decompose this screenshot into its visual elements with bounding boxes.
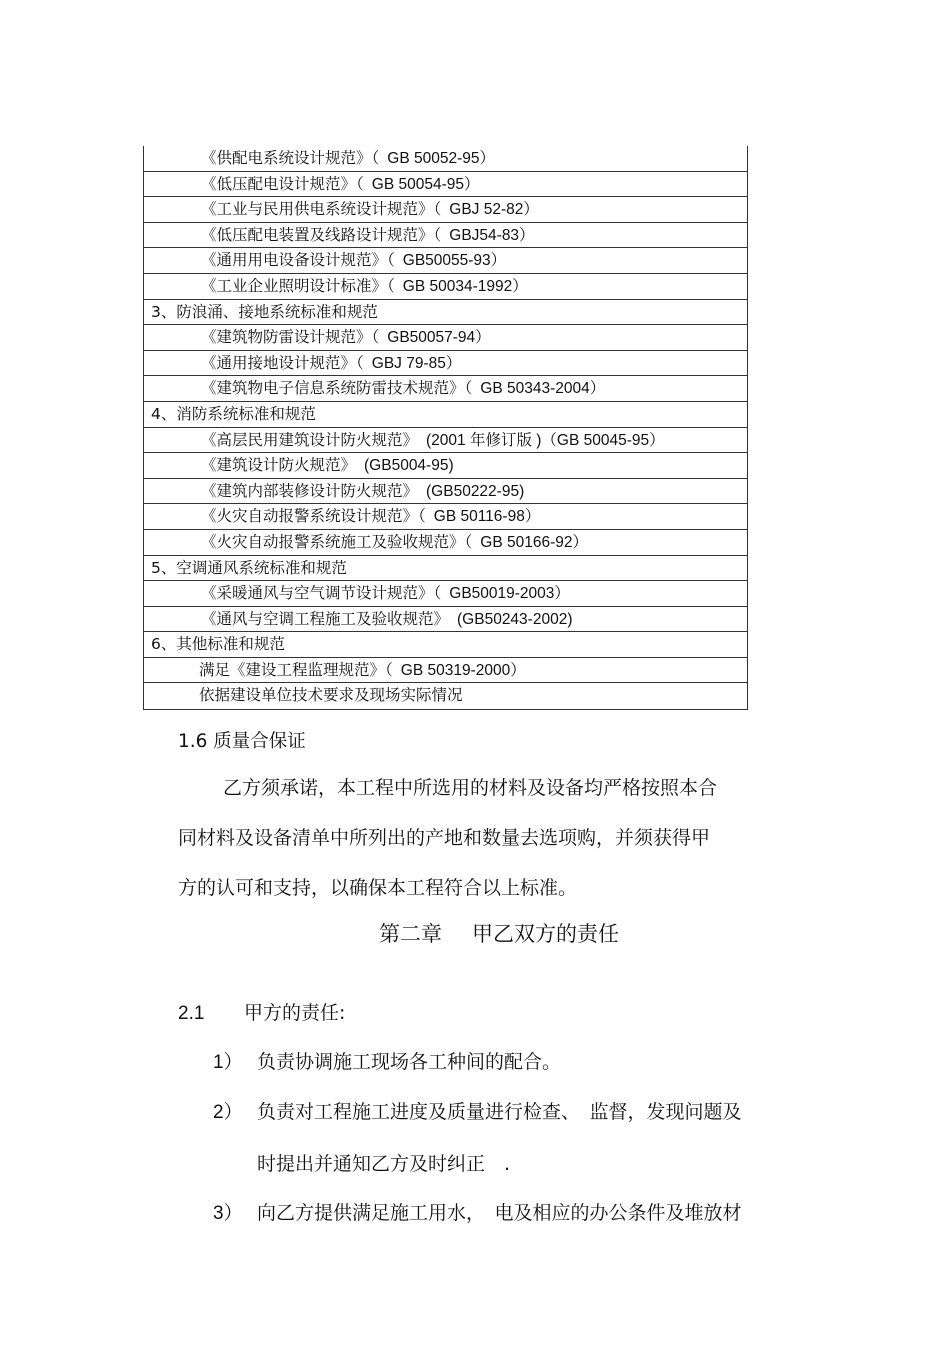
- table-row: [144, 274, 747, 300]
- section-number: 2.1: [178, 1003, 205, 1024]
- list-number: 3）: [213, 1203, 243, 1224]
- standard-code: GB 50343-2004）: [480, 380, 606, 398]
- table-row: [144, 479, 747, 505]
- table-row: [144, 248, 747, 274]
- table-row: [144, 197, 747, 223]
- table-section-heading: [144, 402, 747, 428]
- table-row: [144, 325, 747, 351]
- standard-name: 《建筑物防雷设计规范》（: [201, 328, 380, 347]
- paragraph-line: 同材料及设备清单中所列出的产地和数量去选项购，并须获得甲: [178, 827, 711, 849]
- standard-name: 《供配电系统设计规范》（: [201, 149, 380, 167]
- standard-name: 《工业企业照明设计标准》（: [201, 276, 395, 295]
- standard-code: GB50019-2003）: [449, 585, 570, 603]
- standard-name: 《建筑物电子信息系统防雷技术规范》（: [201, 379, 473, 398]
- table-section-heading: [144, 556, 747, 582]
- standard-code: GB50055-93）: [402, 252, 507, 270]
- standard-name: 满足《建设工程监理规范》（: [199, 660, 393, 679]
- standard-code: GB 50052-95）: [387, 150, 495, 167]
- table-row: [144, 223, 747, 249]
- section-title: 甲方的责任:: [244, 1002, 346, 1024]
- standard-code: GB 50054-95）: [371, 175, 480, 193]
- table-row: [144, 530, 747, 556]
- standard-code: GB 50034-1992）: [402, 277, 528, 295]
- standard-name: 《通用用电设备设计规范》（: [201, 251, 395, 270]
- standard-name: 《建筑设计防火规范》: [201, 456, 357, 475]
- table-row: [144, 172, 747, 198]
- table-row: [144, 376, 747, 402]
- standard-code: GB50057-94）: [387, 329, 491, 347]
- standard-name: 《通风与空调工程施工及验收规范》: [201, 609, 450, 628]
- table-section-heading: [144, 300, 747, 326]
- list-item-continuation: 时提出并通知乙方及时纠正 .: [257, 1153, 511, 1175]
- standard-name: 《低压配电装置及线路设计规范》（: [201, 225, 442, 244]
- table-row: [144, 683, 747, 709]
- table-row: [144, 658, 747, 684]
- list-text: 向乙方提供满足施工用水， 电及相应的办公条件及堆放材: [257, 1202, 742, 1224]
- table-row: [144, 146, 747, 172]
- standard-code: (GB50222-95): [426, 482, 525, 500]
- standard-name: 《火灾自动报警系统施工及验收规范》（: [201, 532, 473, 551]
- list-item: [213, 1047, 561, 1074]
- list-text: 负责对工程施工进度及质量进行检查、 监督，发现问题及: [257, 1101, 742, 1123]
- standard-name: 《工业与民用供电系统设计规范》（: [201, 200, 442, 219]
- standard-name: 《通用接地设计规范》（: [201, 353, 364, 372]
- table-row: [144, 504, 747, 530]
- standard-code: GB 50319-2000）: [400, 661, 526, 679]
- standard-name: 《采暖通风与空气调节设计规范》（: [201, 584, 442, 603]
- standard-code: GBJ54-83）: [449, 226, 535, 244]
- list-text: 负责协调施工现场各工种间的配合。: [257, 1051, 562, 1073]
- list-item: [213, 1198, 742, 1225]
- standards-table: [143, 146, 748, 710]
- standard-code: (GB50243-2002): [457, 610, 573, 628]
- table-row: [144, 607, 747, 633]
- list-item: [213, 1097, 742, 1124]
- table-row: [144, 351, 747, 377]
- standard-code: (2001 年修订版 )（GB 50045-95）: [426, 431, 665, 449]
- standard-code: (GB5004-95): [364, 457, 454, 475]
- list-number: 1）: [213, 1052, 243, 1073]
- standard-name: 《建筑内部装修设计防火规范》: [201, 481, 419, 500]
- standard-name: 《高层民用建筑设计防火规范》: [201, 430, 419, 449]
- list-number: 2）: [213, 1102, 243, 1123]
- table-section-heading: [144, 632, 747, 658]
- paragraph-line: 乙方须承诺，本工程中所选用的材料及设备均严格按照本合: [223, 777, 718, 799]
- table-row: [144, 453, 747, 479]
- standard-code: GB 50116-98）: [433, 508, 541, 526]
- standard-name: 依据建设单位技术要求及现场实际情况: [199, 686, 463, 705]
- table-row: [144, 428, 747, 454]
- standard-name: 6、其他标准和规范: [151, 635, 285, 654]
- chapter-number: 第二章: [379, 922, 442, 946]
- standard-code: GBJ 79-85）: [371, 354, 462, 372]
- chapter-heading: [0, 918, 950, 948]
- table-row: [144, 581, 747, 607]
- standard-code: GBJ 52-82）: [449, 201, 539, 219]
- chapter-title: 甲乙双方的责任: [472, 922, 619, 946]
- section-1-6-title: 1.6 质量合保证: [178, 731, 306, 752]
- standard-name: 3、防浪涌、接地系统标准和规范: [151, 302, 378, 321]
- standard-name: 4、消防系统标准和规范: [151, 404, 316, 423]
- section-2-1-heading: [178, 998, 345, 1025]
- standard-code: GB 50166-92）: [480, 533, 588, 551]
- standard-name: 《火灾自动报警系统设计规范》（: [201, 507, 426, 526]
- standard-name: 《低压配电设计规范》（: [201, 174, 364, 193]
- standard-name: 5、空调通风系统标准和规范: [151, 558, 347, 577]
- paragraph-line: 方的认可和支持，以确保本工程符合以上标准。: [178, 877, 578, 899]
